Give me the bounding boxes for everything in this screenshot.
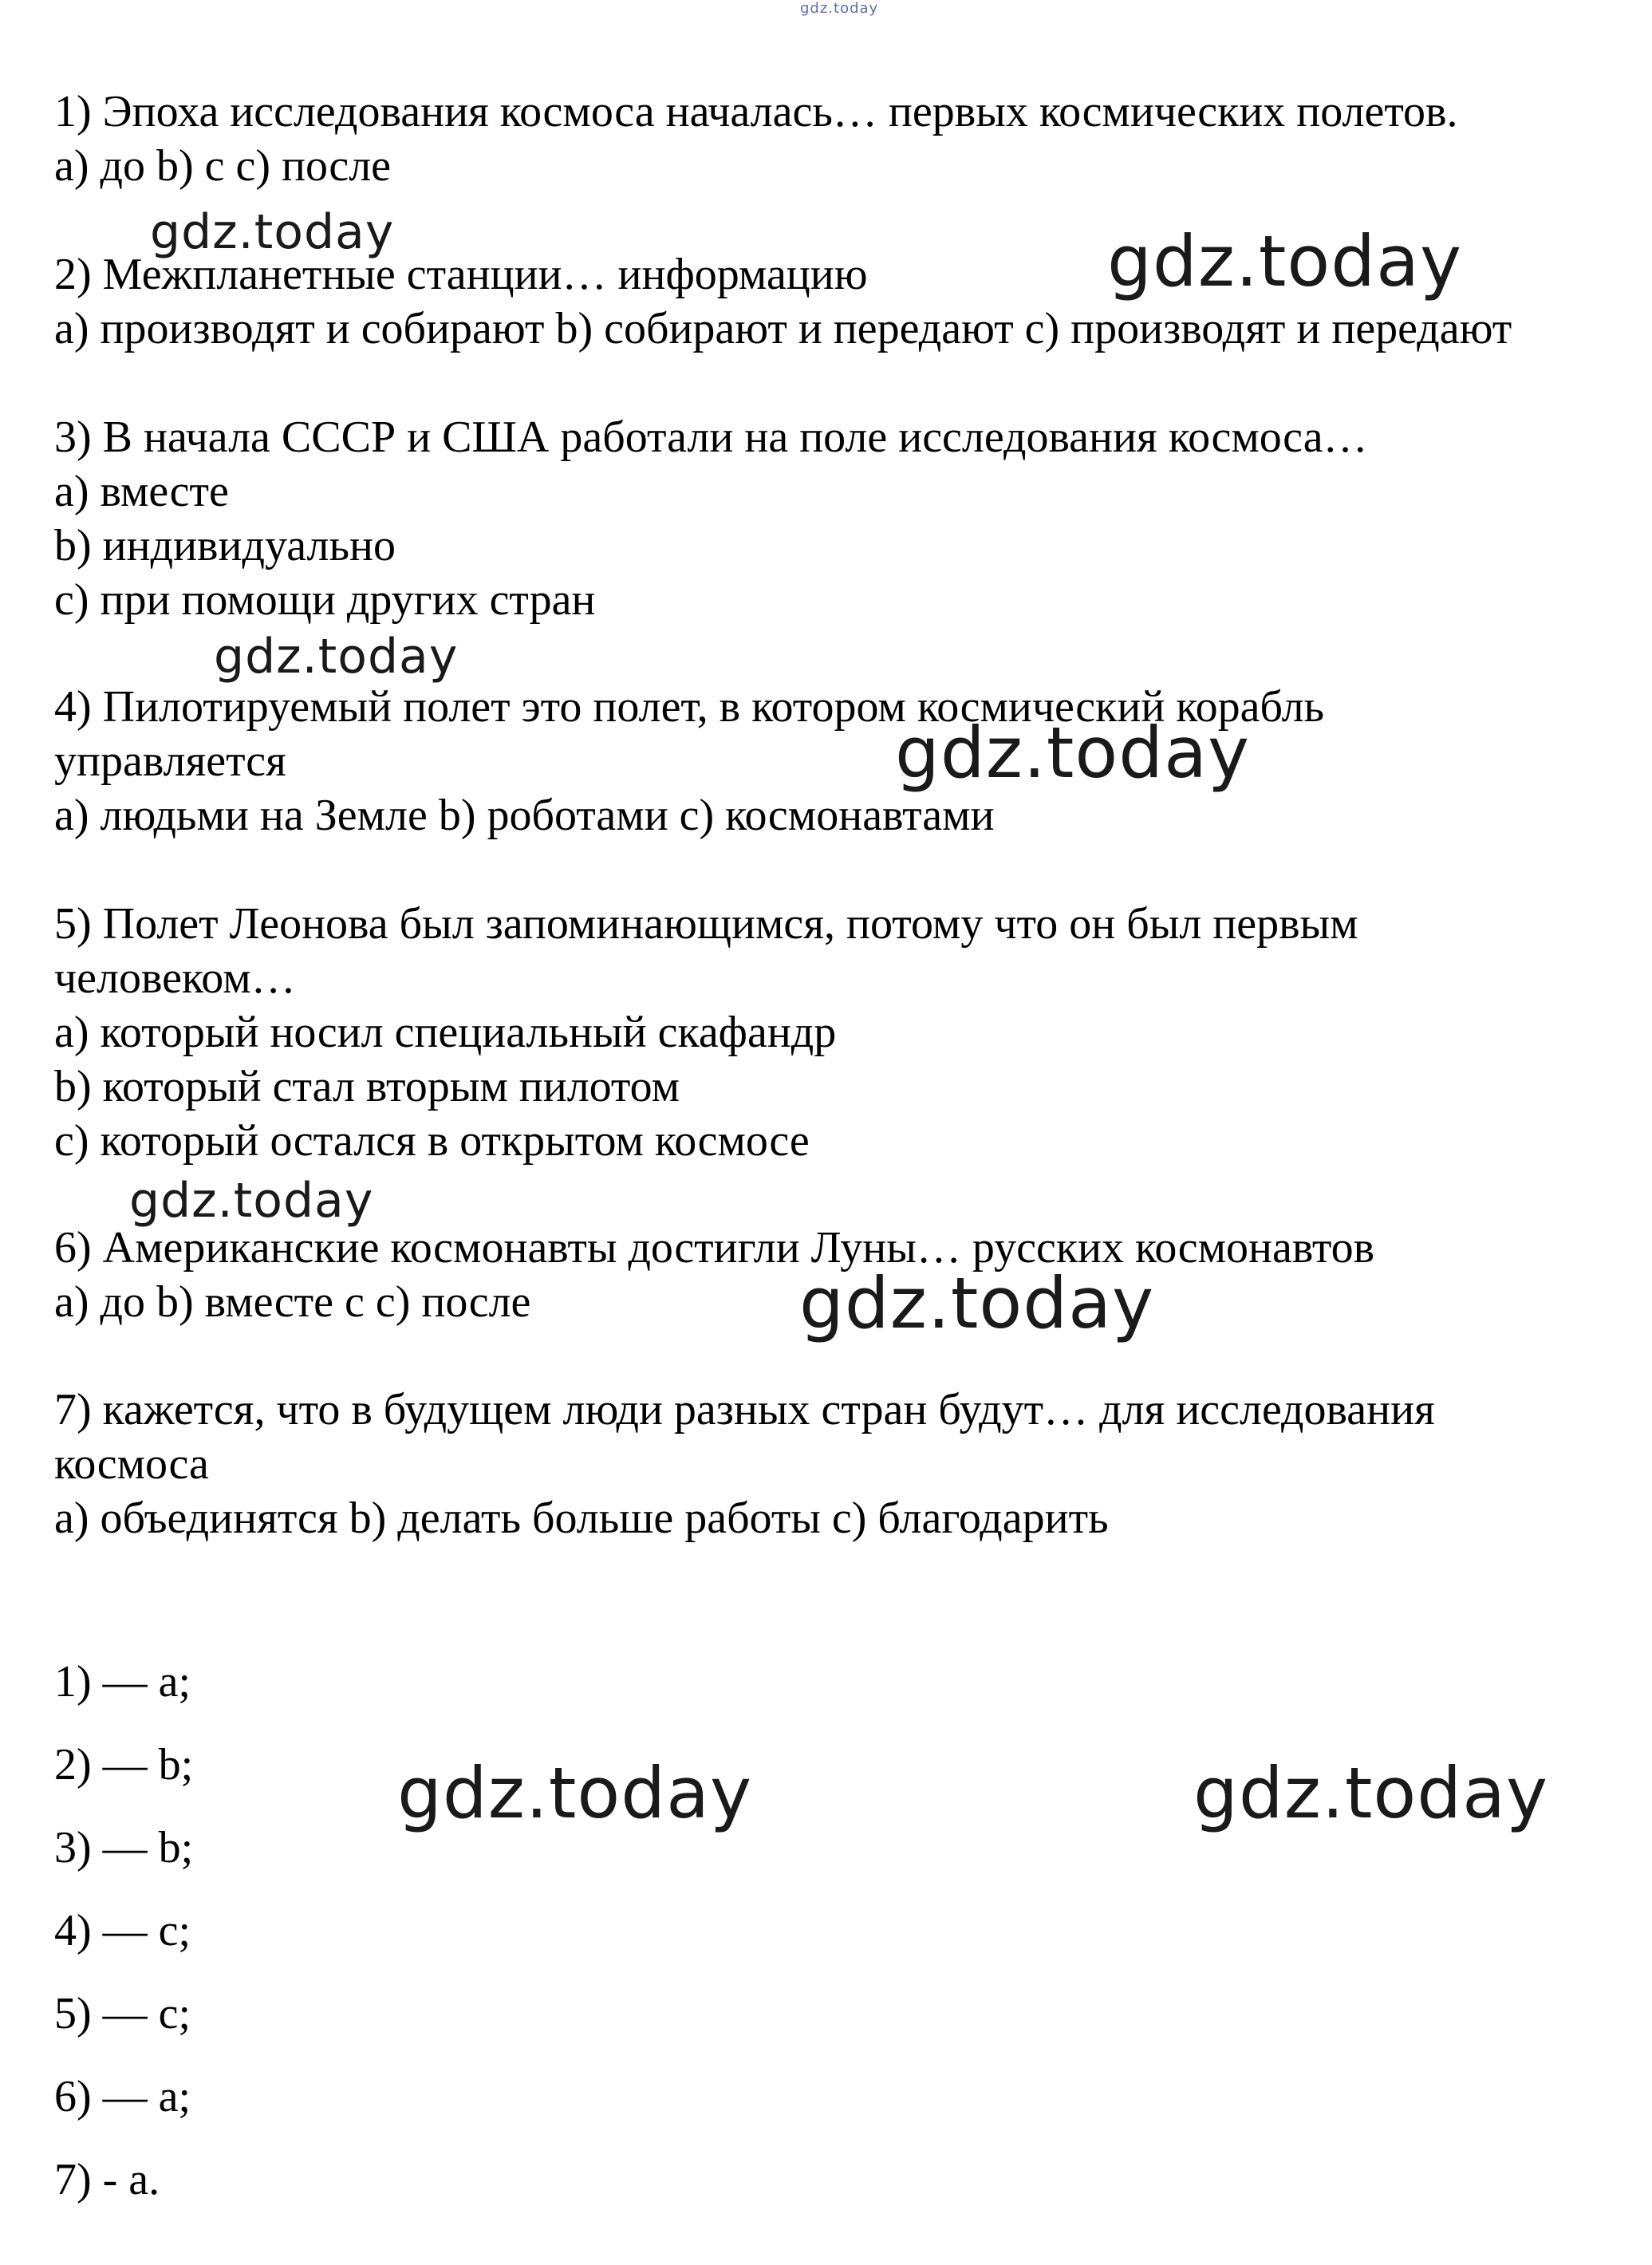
question-5-option-a: a) который носил специальный скафандр <box>54 1008 837 1057</box>
answer-5: 5) — c; <box>54 1989 191 2038</box>
question-6-text: 6) Американские космонавты достигли Луны… русских космонавтов <box>54 1223 1375 1273</box>
answer-6: 6) — a; <box>54 2072 191 2121</box>
question-4-options: a) людьми на Земле b) роботами c) космонавтами <box>54 791 995 840</box>
question-5-option-b: b) который стал вторым пилотом <box>54 1062 680 1111</box>
question-2-options: a) производят и собирают b) собирают и передают c) производят и передают <box>54 304 1512 353</box>
question-7-options: a) объединятся b) делать больше работы c) благодарить <box>54 1494 1109 1543</box>
question-3-option-b: b) индивидуально <box>54 521 396 570</box>
question-6-options: a) до b) вместе с c) после <box>54 1277 531 1327</box>
watermark: gdz.today <box>129 1173 374 1229</box>
watermark: gdz.today <box>1107 220 1463 302</box>
question-2-text: 2) Межпланетные станции… информацию <box>54 250 868 299</box>
question-3-option-c: c) при помощи других стран <box>54 575 596 625</box>
question-4-text-cont: управляется <box>54 736 286 786</box>
watermark: gdz.today <box>214 629 459 685</box>
question-5-option-c: c) который остался в открытом космосе <box>54 1116 810 1166</box>
question-3-text: 3) В начала СССР и США работали на поле исследования космоса… <box>54 412 1368 462</box>
watermark: gdz.today <box>799 1262 1155 1344</box>
answer-1: 1) — a; <box>54 1657 191 1707</box>
question-3-option-a: a) вместе <box>54 467 229 516</box>
question-1-text: 1) Эпоха исследования космоса началась… первых космических полетов. <box>54 87 1458 136</box>
watermark-top: gdz.today <box>800 0 879 17</box>
answer-7: 7) - a. <box>54 2155 160 2204</box>
question-5-text-cont: человеком… <box>54 953 296 1003</box>
answer-3: 3) — b; <box>54 1823 194 1872</box>
question-7-text-cont: космоса <box>54 1439 209 1489</box>
answer-4: 4) — c; <box>54 1906 191 1955</box>
watermark: gdz.today <box>397 1752 753 1834</box>
watermark: gdz.today <box>895 712 1251 794</box>
question-7-text: 7) кажется, что в будущем люди разных стран будут… для исследования <box>54 1385 1435 1434</box>
question-4-text: 4) Пилотируемый полет это полет, в котором космический корабль <box>54 682 1325 732</box>
question-5-text: 5) Полет Леонова был запоминающимся, потому что он был первым <box>54 899 1358 949</box>
question-1-options: a) до b) с c) после <box>54 141 392 191</box>
answer-2: 2) — b; <box>54 1740 194 1790</box>
watermark: gdz.today <box>150 204 395 260</box>
watermark: gdz.today <box>1193 1752 1549 1834</box>
